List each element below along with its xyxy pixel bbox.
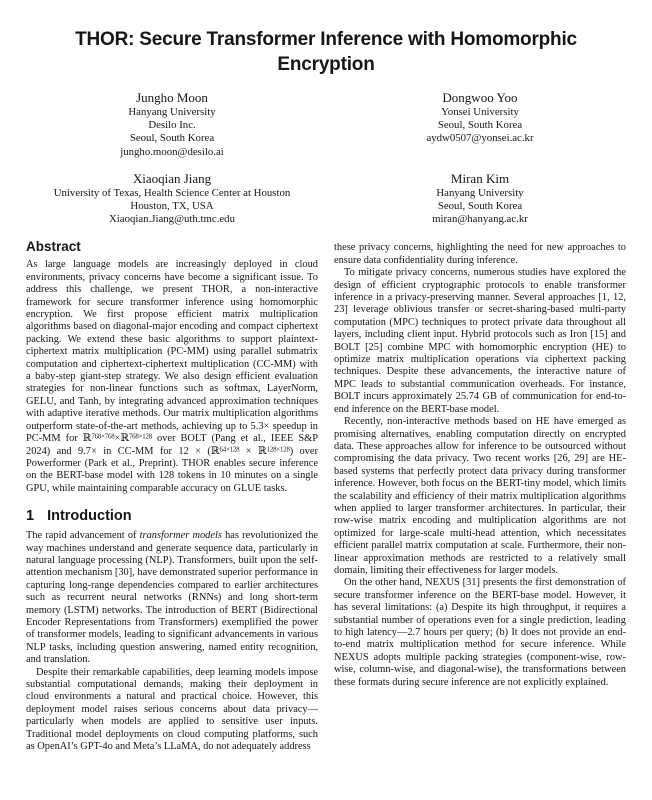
author-name: Xiaoqian Jiang	[132, 170, 212, 186]
abstract-text: As large language models are increasingly deployed in cloud environments, privacy concerns have become a significant issue. To address this challenge, we present THOR, a non-interactive framework for secure transformer inference using homomorphic encryption. We first propose efficient matrix multiplication algorithms based on diagonal-major encoding and compact ciphertext packing. We extend these basic algorithms to support plaintext-ciphertext matrix multiplication (PC-MM) using parallel submatrix computation and ciphertext-ciphertext multiplication (CC-MM) with a baby-step giant-step strategy. We also design efficient evaluation strategies for non-linear functions such as softmax, LayerNorm, GELU, and Tanh, by integrating advanced approximation techniques with adaptive iterative methods. Our matrix multiplication algorithms outperform state-of-the-art methods, achieving up to 5.3× speedup in PC-MM for ℝ	[26, 259, 318, 445]
intro-text: The rapid advancement of	[26, 530, 140, 542]
section-title: Introduction	[47, 508, 132, 525]
author-email: jungho.moon@desilo.ai	[120, 145, 224, 158]
author-affiliation: Seoul, South Korea	[129, 132, 215, 145]
intro-paragraph-2: Despite their remarkable capabilities, deep learning models impose substantial computational demands, making their deployment in cloud environments a natural and practical choice. However, this deployment model raises serious concerns about data privacy—particularly when models are applied to sensitive user inputs. Traditional model deployments on cloud computing platforms, such as OpenAI’s GPT-4o and Meta’s LLaMA, do not adequately address	[26, 666, 318, 753]
right-paragraph-mpc: To mitigate privacy concerns, numerous studies have explored the design of efficient cryptographic protocols to enable transformer inference in a privacy-preserving manner. Several approaches [1, 12, 23] leverage oblivious transfer or secret-sharing-based multi-party computation (MPC) techniques to protect private data throughout all layers, including client input. Hybrid protocols such as Iron [15] and BOLT [25] combine MPC with homomorphic encryption (HE) to optimize matrix multiplication operations via ciphertext packing techniques. Despite these advancements, the interactive nature of MPC leads to substantial communication overheads. For instance, BOLT incurs approximately 25.74 GB of communication for end-to-end inference on the BERT-base model.	[334, 267, 626, 415]
author-email: miran@hanyang.ac.kr	[432, 213, 528, 226]
author-name: Jungho Moon	[136, 90, 208, 105]
abstract-paragraph	[26, 259, 318, 495]
section-1-heading	[26, 508, 318, 525]
author-affiliation: Hanyang University	[128, 106, 216, 118]
author-card-jungho-moon	[26, 89, 318, 159]
author-name: Dongwoo Yoo	[442, 90, 518, 105]
author-affiliation: Houston, TX, USA	[130, 200, 214, 213]
right-paragraph-he-methods: Recently, non-interactive methods based on HE have emerged as promising alternatives, enabling computation directly on encrypted data. These approaches allow for inference to be outsourced without compromising the data privacy. Two recent works [26, 29] are HE-based systems that perfectly protect data privacy during transformer inference. However, both focus on the BERT-tiny model, which limits the scalability and efficiency of their matrix multiplication algorithms when applied to larger transformer architectures. In particular, their row-wise matrix encoding and multiplication algorithms are not optimized for large-scale multi-head attention, which necessitates efficient parallel matrix computation at scale. Furthermore, their non-linear approximation methods are restricted to a relatively small domain, limiting their effectiveness for larger models.	[334, 416, 626, 576]
abstract-text: ×ℝ	[114, 433, 129, 445]
intro-paragraph-1	[26, 530, 318, 666]
author-name: Miran Kim	[450, 170, 510, 186]
author-affiliation: Seoul, South Korea	[437, 119, 523, 132]
abstract-text: ) over Powerformer (Park et al., Preprint). THOR enables secure inference on the BERT-base model with 128 tokens in 10 minutes on a single GPU, while maintaining comparable accuracy on GLUE tasks.	[26, 445, 318, 494]
author-email: aydw0507@yonsei.ac.kr	[426, 132, 534, 145]
author-card-miran-kim	[334, 170, 626, 227]
abstract-text: over BOLT (Pang et al., IEEE S&P 2024) and 9.7× in CC-MM for 12 × (ℝ	[26, 433, 319, 457]
intro-text: has revolutionized the way machines understand and generate sequence data, particularly in natural language processing (NLP). Transformers, built upon the self-attention mechanism [30], have demonstrated superior performance in capturing long-range dependencies compared to earlier architectures such as recurrent neural networks (RNNs) and long short-term memory (LSTM) networks. The introduction of BERT (Bidirectional Encoder Representations from Transformers) exemplified the power of transformer models, leading to significant advancements in various NLP tasks, including question answering, named entity recognition, and translation.	[26, 530, 318, 666]
matrix-dimension-superscript: 128×128	[266, 445, 290, 453]
matrix-dimension-superscript: 768×768	[91, 433, 115, 441]
right-column	[334, 239, 626, 689]
two-column-body	[0, 226, 652, 753]
emphasized-term: transformer models	[139, 530, 222, 542]
author-affiliation: University of Texas, Health Science Center at Houston	[53, 186, 291, 199]
author-affiliation: Desilo Inc.	[148, 119, 196, 132]
abstract-heading: Abstract	[26, 239, 81, 255]
author-block	[0, 89, 652, 226]
author-card-dongwoo-yoo	[334, 89, 626, 159]
paper-title: THOR: Secure Transformer Inference with Homomorphic Encryption	[75, 29, 577, 75]
author-affiliation: Seoul, South Korea	[437, 200, 523, 213]
author-affiliation: Yonsei University	[441, 106, 519, 118]
author-card-xiaoqian-jiang	[26, 170, 318, 227]
abstract-text: × ℝ	[239, 445, 267, 457]
matrix-dimension-superscript: 64×128	[219, 445, 240, 453]
author-email: Xiaoqian.Jiang@uth.tmc.edu	[109, 213, 235, 226]
section-number: 1	[26, 508, 35, 525]
right-paragraph-nexus: On the other hand, NEXUS [31] presents the first demonstration of secure transformer inference on the BERT-base model. However, it has several limitations: (a) Despite its high throughput, it requires a substantial number of operations even for a single prediction, leading to high latency—2.7 hours per query; (b) It does not provide an end-to-end matrix multiplication method for secure inference. While NEXUS adopts multiple packing strategies (component-wise, row-wise, column-wise, and diagonal-wise), the transformations between these formats during secure inference are not explicitly explained.	[334, 577, 626, 688]
right-paragraph-continuation: these privacy concerns, highlighting the need for new approaches to ensure data confidentiality during inference.	[334, 242, 626, 266]
matrix-dimension-superscript: 768×128	[128, 433, 152, 441]
author-affiliation: Hanyang University	[436, 186, 524, 199]
left-column	[26, 239, 318, 753]
